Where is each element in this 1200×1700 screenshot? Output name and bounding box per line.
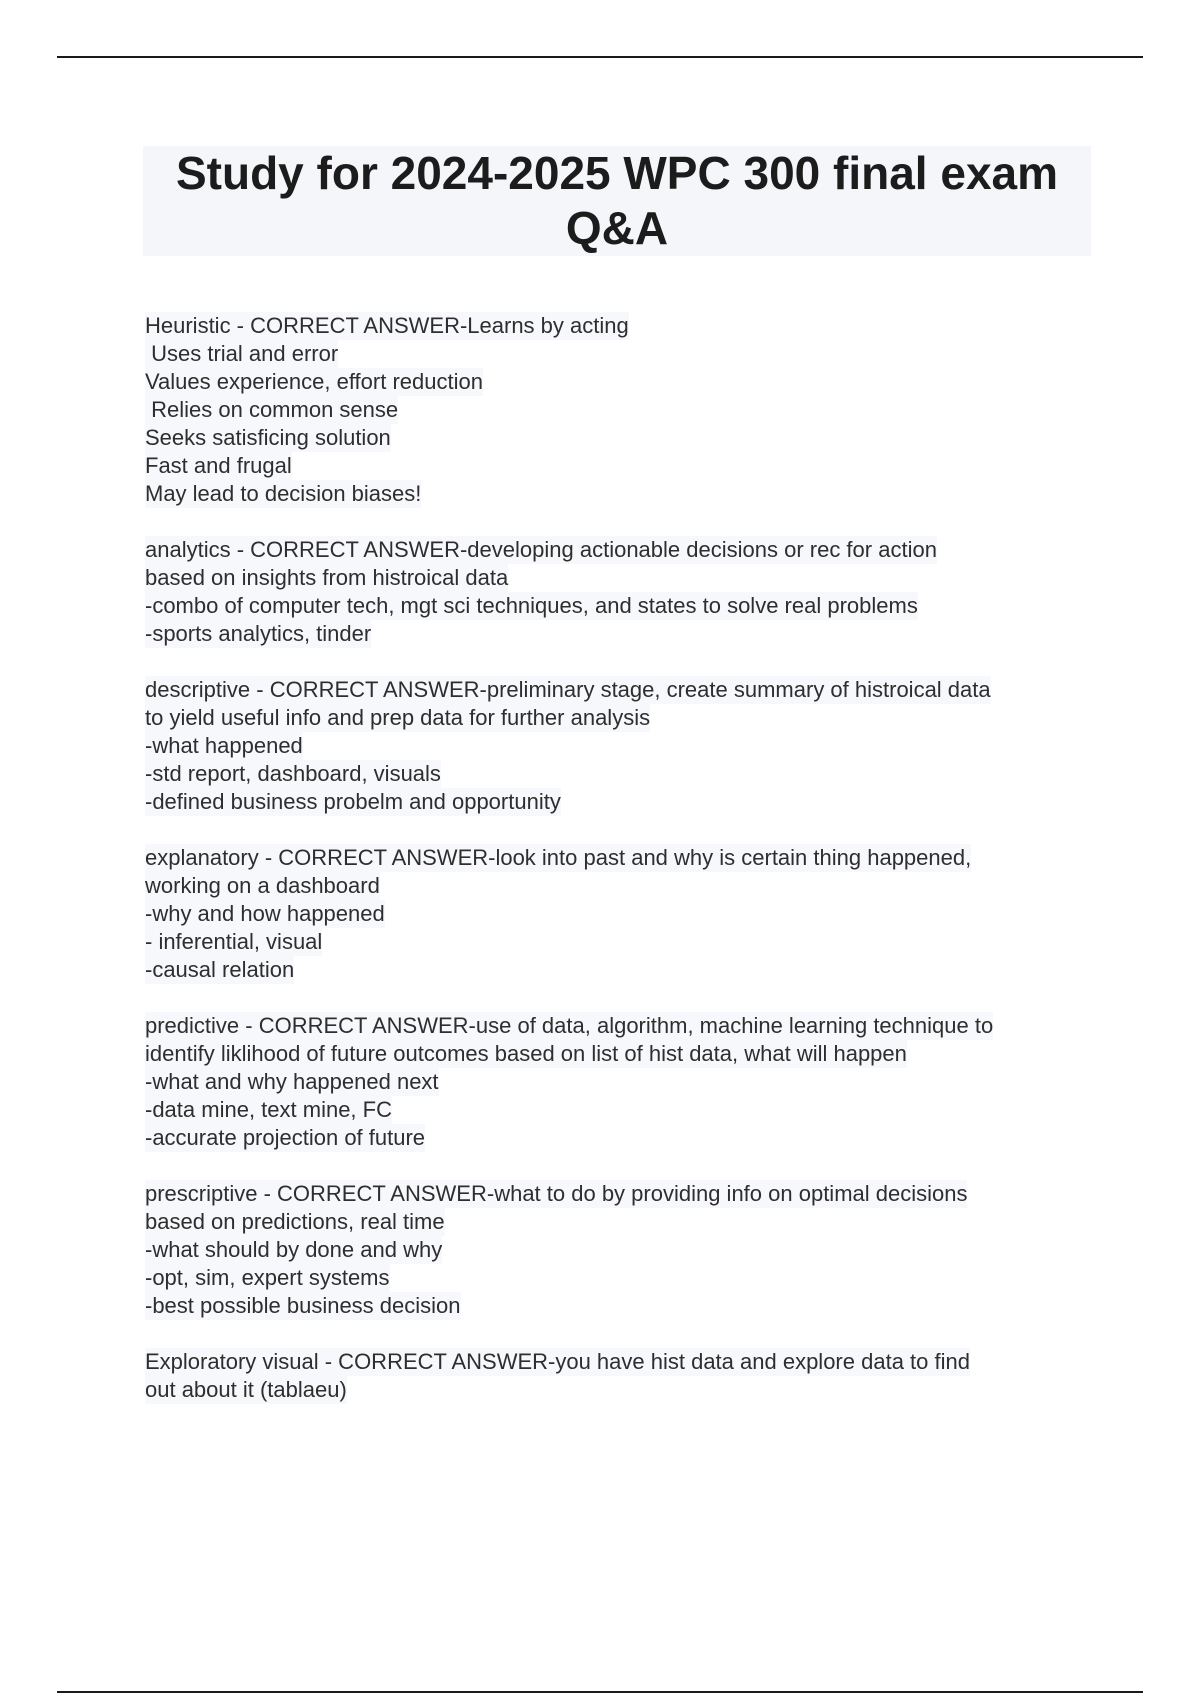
qa-detail-line: Relies on common sense [145,397,399,422]
qa-detail-line: Seeks satisficing solution [145,425,391,450]
qa-detail-line: - inferential, visual [145,929,323,954]
qa-detail-line: -why and how happened [145,901,385,926]
qa-entry [145,844,1085,984]
qa-term-line: analytics - CORRECT ANSWER-developing actionable decisions or rec for action [145,537,937,562]
qa-detail-line: -best possible business decision [145,1293,461,1318]
qa-detail-line: May lead to decision biases! [145,481,422,506]
qa-term-line: explanatory - CORRECT ANSWER-look into past and why is certain thing happened, [145,845,972,870]
qa-detail-line: -what and why happened next [145,1069,439,1094]
qa-detail-line: -combo of computer tech, mgt sci techniques, and states to solve real problems [145,593,918,618]
qa-entry [145,1348,1085,1404]
top-divider [57,56,1143,58]
title-line-1: Study for 2024-2025 WPC 300 final exam [175,147,1059,199]
qa-entry [145,312,1085,508]
qa-detail-line: Values experience, effort reduction [145,369,483,394]
qa-detail-line: -what happened [145,733,303,758]
qa-term-line: predictive - CORRECT ANSWER-use of data, algorithm, machine learning technique to [145,1013,994,1038]
qa-entry [145,1180,1085,1320]
document-title [143,146,1091,256]
qa-detail-line: -std report, dashboard, visuals [145,761,441,786]
qa-detail-line: Uses trial and error [145,341,339,366]
document-title-box [143,146,1091,256]
title-line-2: Q&A [565,202,669,254]
qa-detail-line: Fast and frugal [145,453,292,478]
qa-detail-line: to yield useful info and prep data for further analysis [145,705,651,730]
qa-entry [145,536,1085,648]
qa-detail-line: identify liklihood of future outcomes based on list of hist data, what will happen [145,1041,907,1066]
qa-term-line: descriptive - CORRECT ANSWER-preliminary stage, create summary of histroical data [145,677,991,702]
qa-entry [145,1012,1085,1152]
qa-detail-line: -data mine, text mine, FC [145,1097,392,1122]
qa-detail-line: based on predictions, real time [145,1209,445,1234]
qa-term-line: Heuristic - CORRECT ANSWER-Learns by acting [145,313,629,338]
qa-detail-line: working on a dashboard [145,873,380,898]
qa-term-line: Exploratory visual - CORRECT ANSWER-you have hist data and explore data to find [145,1349,970,1374]
qa-detail-line: based on insights from histroical data [145,565,509,590]
qa-detail-line: -opt, sim, expert systems [145,1265,390,1290]
qa-detail-line: -causal relation [145,957,295,982]
qa-term-line: prescriptive - CORRECT ANSWER-what to do by providing info on optimal decisions [145,1181,968,1206]
qa-list [145,312,1085,1432]
qa-detail-line: out about it (tablaeu) [145,1377,347,1402]
qa-detail-line: -what should by done and why [145,1237,443,1262]
bottom-divider [57,1691,1143,1693]
qa-detail-line: -defined business probelm and opportunity [145,789,561,814]
qa-entry [145,676,1085,816]
qa-detail-line: -accurate projection of future [145,1125,426,1150]
qa-detail-line: -sports analytics, tinder [145,621,372,646]
